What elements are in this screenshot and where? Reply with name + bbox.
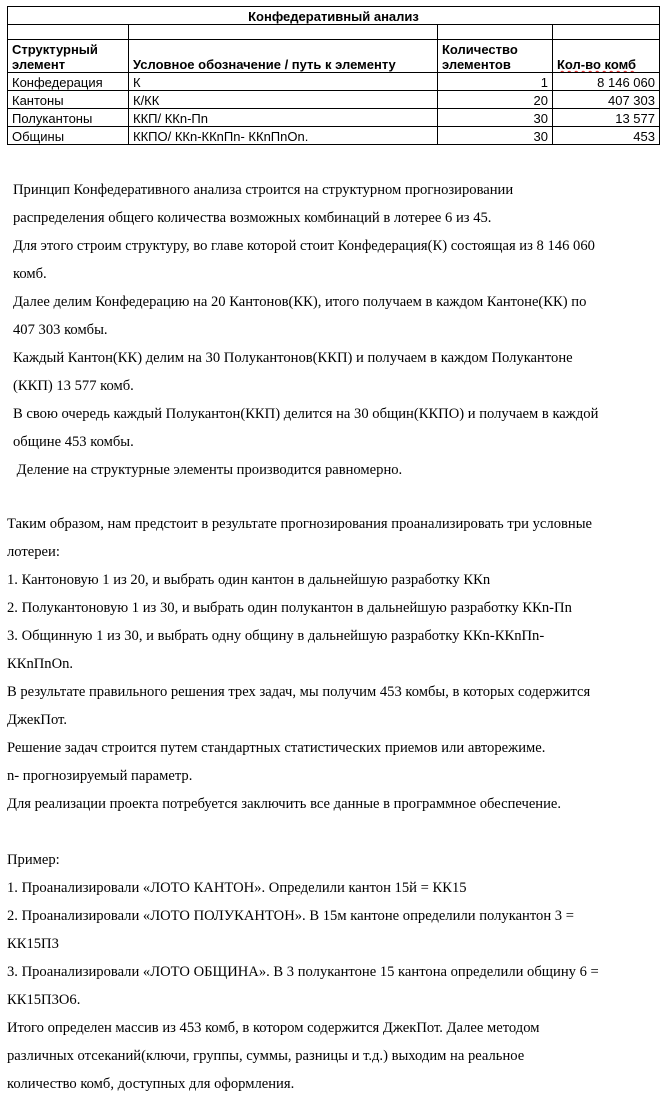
table-row: Конфедерация К 1 8 146 060 bbox=[8, 73, 660, 91]
confederative-analysis-table bbox=[7, 6, 660, 145]
table-row: Общины ККПО/ ККn-ККnПn- ККnПnОn. 30 453 bbox=[8, 127, 660, 145]
table-row: Полукантоны ККП/ ККn-Пn 30 13 577 bbox=[8, 109, 660, 127]
table-row: Кантоны К/КК 20 407 303 bbox=[8, 91, 660, 109]
header-combos: Кол-во комб bbox=[553, 40, 660, 73]
example-paragraphs: Пример: 1. Проанализировали «ЛОТО КАНТОН». Определили кантон 15й = КК15 2. Проанализировали «ЛОТО ПОЛУКАНТОН». В 15м кантоне определили полукантон 3 = КК15П3 3. Проанализировали «ЛОТО ОБЩИНА». В 3 полукантоне 15 кантона определили общину 6 = КК15П3О6. Итого определен массив из 453 комб, в котором содержится ДжекПот. Далее методом различных отсеканий(ключи, группы, суммы, разницы и т.д.) выходим на реальное количество комб, доступных для оформления. bbox=[7, 852, 599, 1092]
table-spacer-row bbox=[8, 25, 660, 40]
header-designation: Условное обозначение / путь к элементу bbox=[129, 40, 438, 73]
table-title: Конфедеративный анализ bbox=[8, 7, 660, 25]
table-header-row bbox=[8, 40, 660, 73]
intro-paragraphs: Принцип Конфедеративного анализа строится на структурном прогнозировании распределения общего количества возможных комбинаций в лотерее 6 из 45. Для этого строим структуру, во главе которой стоит Конфедерация(К) состоящая из 8 146 060 комб. Далее делим Конфедерацию на 20 Кантонов(КК), итого получаем в каждом Кантоне(КК) по 407 303 комбы. Каждый Кантон(КК) делим на 30 Полукантонов(ККП) и получаем в каждом Полукантоне (ККП) 13 577 комб. В свою очередь каждый Полукантон(ККП) делится на 30 общин(ККПО) и получаем в каждой общине 453 комбы. Деление на структурные элементы производится равномерно. bbox=[13, 182, 599, 478]
header-element: Структурный элемент bbox=[8, 40, 129, 73]
body-paragraphs: Таким образом, нам предстоит в результате прогнозирования проанализировать три условные лотереи: 1. Кантоновую 1 из 20, и выбрать один кантон в дальнейшую разработку ККn 2. Полукантоновую 1 из 30, и выбрать один полукантон в дальнейшую разработку ККn-Пn 3. Общинную 1 из 30, и выбрать одну общину в дальнейшую разработку ККn-ККnПn- ККnПnОn. В результате правильного решения трех задач, мы получим 453 комбы, в которых содержится ДжекПот. Решение задач строится путем стандартных статистических приемов или авторежиме. n- прогнозируемый параметр. Для реализации проекта потребуется заключить все данные в программное обеспечение. bbox=[7, 516, 592, 812]
header-count: Количество элементов bbox=[438, 40, 553, 73]
table-title-row bbox=[8, 7, 660, 25]
